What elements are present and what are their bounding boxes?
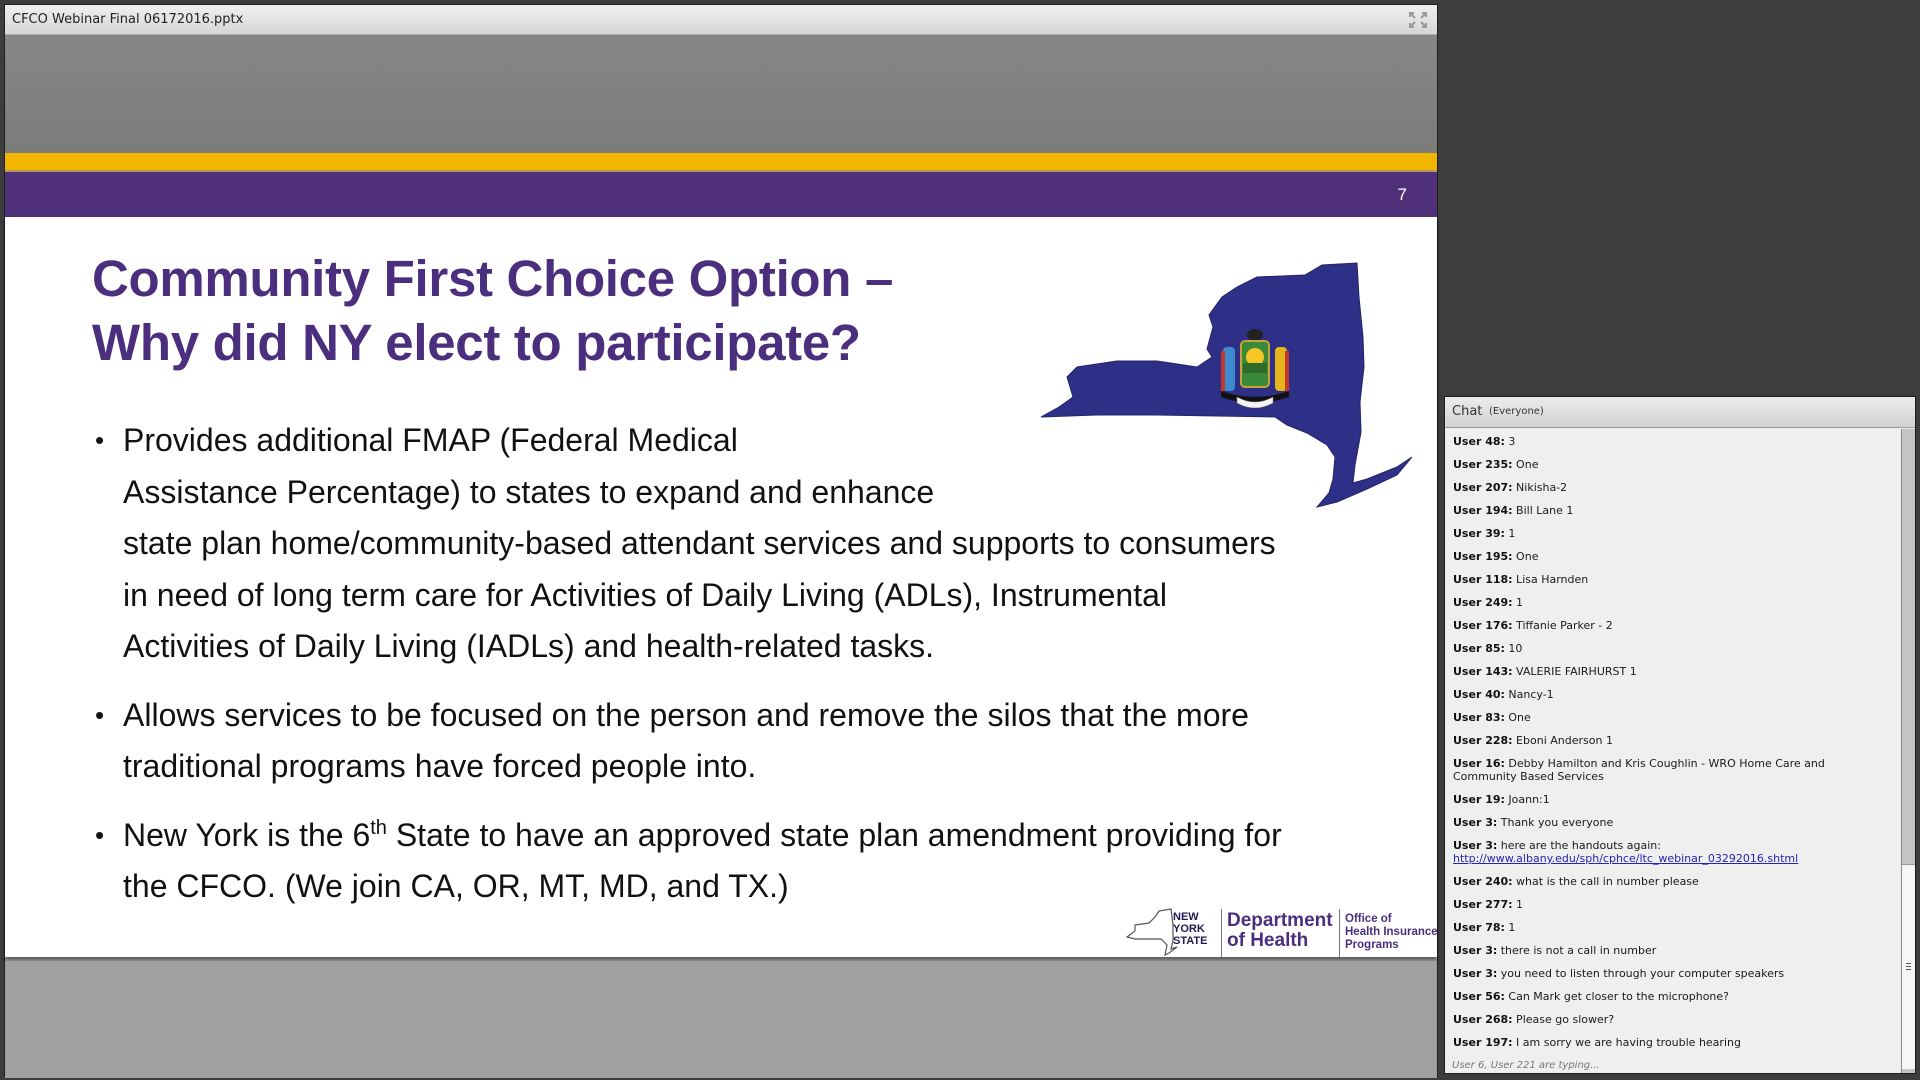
chat-message (1453, 793, 1901, 806)
slide-top-area (5, 35, 1437, 153)
chat-text: I am sorry we are having trouble hearing (1512, 1036, 1741, 1049)
share-pod (4, 4, 1438, 1077)
bullet-text: in need of long term care for Activities of Daily Living (ADLs), Instrumental (123, 576, 1167, 613)
slide-purple-band (5, 172, 1437, 217)
chat-text: VALERIE FAIRHURST 1 (1512, 665, 1637, 678)
chat-user: User 3: (1453, 944, 1498, 957)
bullet-item (95, 690, 1425, 793)
chat-message (1453, 642, 1901, 655)
chat-message (1453, 619, 1901, 632)
slide-content (5, 217, 1437, 957)
chat-text: 1 (1512, 898, 1524, 911)
slide-yellow-band (5, 153, 1437, 171)
bullet-text: state plan home/community-based attendant services and supports to consumers (123, 525, 1276, 561)
handouts-link[interactable]: http://www.albany.edu/sph/cphce/ltc_webinar_03292016.shtml (1453, 852, 1799, 865)
chat-text: One (1504, 711, 1531, 724)
chat-message (1453, 967, 1901, 980)
nys-wordmark (1173, 911, 1207, 947)
chat-text: Thank you everyone (1497, 816, 1614, 829)
chat-user: User 268: (1453, 1013, 1513, 1026)
chat-user: User 19: (1453, 793, 1505, 806)
chat-text: Joann:1 (1504, 793, 1550, 806)
logo-text: of Health (1227, 930, 1309, 951)
bullet-item (95, 810, 1425, 913)
logo-text: Health Insurance (1345, 926, 1438, 938)
chat-message (1453, 481, 1901, 494)
chat-text: 1 (1504, 921, 1516, 934)
bullet-item (95, 415, 1425, 673)
chat-text: One (1512, 550, 1539, 563)
chat-message (1453, 898, 1901, 911)
share-pod-titlebar (5, 5, 1437, 35)
chat-message (1453, 504, 1901, 517)
chat-text: 10 (1504, 642, 1523, 655)
bullet-text: Assistance Percentage) to states to expand and enhance (123, 473, 935, 510)
slide-number: 7 (1397, 185, 1407, 204)
bullet-text-part: New York is the 6 (123, 816, 371, 853)
chat-text: you need to listen through your computer speakers (1497, 967, 1785, 980)
fullscreen-icon[interactable] (1409, 12, 1427, 28)
bullet-text: traditional programs have forced people into. (123, 748, 757, 784)
slide-title-line1: Community First Choice Option – (92, 250, 894, 307)
chat-text: there is not a call in number (1497, 944, 1657, 957)
ny-outline-icon (1125, 907, 1179, 957)
chat-user: User 3: (1453, 839, 1498, 852)
chat-title: Chat (1452, 404, 1483, 419)
chat-text: here are the handouts again: (1497, 839, 1661, 852)
slide-title-line2: Why did NY elect to participate? (92, 314, 861, 371)
chat-text: Nikisha-2 (1512, 481, 1568, 494)
chat-user: User 176: (1453, 619, 1513, 632)
chat-text: 1 (1512, 596, 1524, 609)
bullet-text: • Allows services to be focused on the person and remove the silos that the more (123, 696, 1249, 733)
chat-user: User 235: (1453, 458, 1513, 471)
chat-user: User 228: (1453, 734, 1513, 747)
chat-message (1453, 435, 1901, 448)
logo-divider (1221, 909, 1222, 957)
chat-message (1453, 990, 1901, 1003)
chat-message (1453, 711, 1901, 724)
chat-text: Tiffanie Parker - 2 (1512, 619, 1613, 632)
logo-text: Department (1227, 910, 1333, 931)
chat-scrollbar-thumb[interactable] (1902, 864, 1915, 1069)
chat-message (1453, 734, 1901, 747)
chat-message (1453, 816, 1901, 829)
chat-text: Eboni Anderson 1 (1512, 734, 1613, 747)
chat-user: User 118: (1453, 573, 1513, 586)
chat-message (1453, 757, 1901, 783)
logo-divider (1339, 909, 1340, 957)
chat-user: User 143: (1453, 665, 1513, 678)
chat-pod (1444, 396, 1916, 1074)
chat-user: User 56: (1453, 990, 1505, 1003)
chat-user: User 3: (1453, 816, 1498, 829)
chat-message (1453, 458, 1901, 471)
typing-indicator: User 6, User 221 are typing... (1452, 1060, 1600, 1071)
chat-message (1453, 596, 1901, 609)
chat-text: Bill Lane 1 (1512, 504, 1574, 517)
chat-message (1453, 573, 1901, 586)
chat-text: Nancy-1 (1504, 688, 1554, 701)
chat-user: User 48: (1453, 435, 1505, 448)
chat-user: User 207: (1453, 481, 1513, 494)
chat-text: 3 (1504, 435, 1516, 448)
chat-user: User 78: (1453, 921, 1505, 934)
chat-message (1453, 1036, 1901, 1049)
chat-message (1453, 1013, 1901, 1026)
chat-header (1445, 397, 1915, 428)
chat-scope: (Everyone) (1489, 406, 1544, 417)
chat-message (1453, 875, 1901, 888)
logo-text: Programs (1345, 939, 1399, 951)
dept-of-health-wordmark (1227, 911, 1333, 951)
slide-title (92, 247, 893, 375)
document-title: CFCO Webinar Final 06172016.pptx (12, 12, 244, 27)
chat-user: User 240: (1453, 875, 1513, 888)
chat-text: 1 (1504, 527, 1516, 540)
chat-user: User 83: (1453, 711, 1505, 724)
chat-user: User 277: (1453, 898, 1513, 911)
nys-department-of-health-logo (1125, 905, 1443, 961)
bullet-text (123, 810, 1425, 862)
slide-bullet-list (95, 415, 1425, 930)
chat-user: User 249: (1453, 596, 1513, 609)
chat-scrollbar[interactable] (1901, 429, 1915, 1073)
chat-message (1453, 944, 1901, 957)
chat-text: Can Mark get closer to the microphone? (1504, 990, 1730, 1003)
chat-text: what is the call in number please (1512, 875, 1699, 888)
chat-user: User 39: (1453, 527, 1505, 540)
chat-user: User 197: (1453, 1036, 1513, 1049)
chat-message (1453, 527, 1901, 540)
logo-text: YORK (1173, 923, 1205, 935)
chat-message (1453, 921, 1901, 934)
grip-icon (1906, 963, 1911, 970)
logo-text: NEW (1173, 911, 1199, 923)
ordinal-superscript: th (370, 816, 387, 839)
chat-message (1453, 688, 1901, 701)
logo-text: STATE (1173, 935, 1208, 947)
chat-user: User 16: (1453, 757, 1505, 770)
chat-user: User 40: (1453, 688, 1505, 701)
chat-text: Debby Hamilton and Kris Coughlin - WRO Home Care and Community Based Services (1453, 757, 1825, 783)
chat-user: User 85: (1453, 642, 1505, 655)
chat-text: Please go slower? (1512, 1013, 1615, 1026)
chat-message (1453, 665, 1901, 678)
chat-text: One (1512, 458, 1539, 471)
office-wordmark (1345, 913, 1438, 952)
chat-text: Lisa Harnden (1512, 573, 1589, 586)
chat-message-list[interactable] (1445, 429, 1901, 1073)
logo-text: Office of (1345, 913, 1392, 925)
chat-message (1453, 550, 1901, 563)
bullet-text-part: State to have an approved state plan amendment providing for (386, 816, 1282, 853)
bullet-text: • Provides additional FMAP (Federal Medical (123, 422, 738, 458)
chat-user: User 3: (1453, 967, 1498, 980)
slide-bottom-area (5, 961, 1437, 1078)
bullet-text: Activities of Daily Living (IADLs) and health-related tasks. (123, 628, 935, 664)
chat-user: User 194: (1453, 504, 1513, 517)
bullet-text: the CFCO. (We join CA, OR, MT, MD, and TX.) (123, 868, 789, 904)
chat-message (1453, 839, 1901, 865)
chat-user: User 195: (1453, 550, 1513, 563)
